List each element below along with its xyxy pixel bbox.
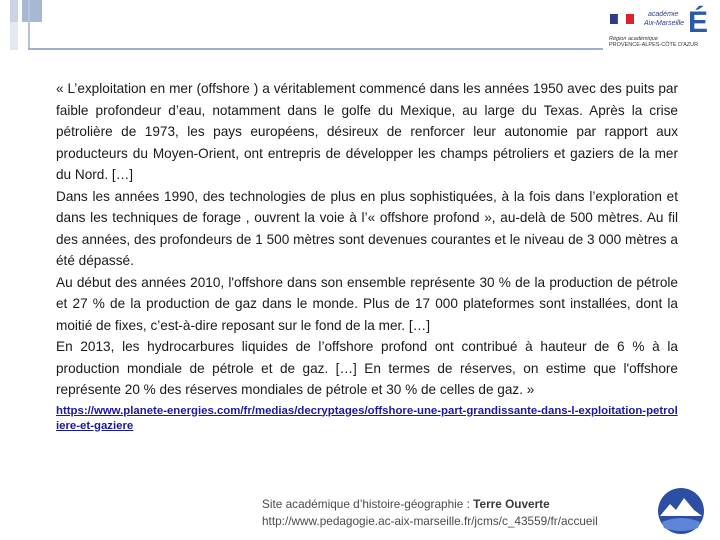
region-line1: Région académique <box>609 36 658 42</box>
footer-site-line <box>262 496 598 513</box>
footer-url[interactable]: http://www.pedagogie.ac-aix-marseille.fr/jcms/c_43559/fr/accueil <box>262 514 598 528</box>
academy-e-icon: É <box>688 6 709 38</box>
region-line2: PROVENCE-ALPES-CÔTE D'AZUR <box>609 42 699 48</box>
republic-flag-icon <box>606 4 712 38</box>
decorative-bar <box>22 0 42 22</box>
footer-site-label: Site académique d’histoire-géographie : <box>262 497 474 511</box>
vertical-rule <box>28 0 30 50</box>
quote-body <box>56 78 678 434</box>
source-link[interactable]: https://www.planete-energies.com/fr/medias/decryptages/offshore-une-part-grandissante-dans-l-exploitation-petroliere-et-gaziere <box>56 404 678 432</box>
academy-logo <box>606 4 712 54</box>
terre-ouverte-logo-icon <box>654 486 708 536</box>
header-divider <box>28 48 603 50</box>
decorative-bars <box>0 0 50 540</box>
quote-paragraph: Au début des années 2010, l'offshore dans son ensemble représente 30 % de la production de pétrole et 27 % de la production de gaz dans le monde. Plus de 17 000 plateformes sont installées, dont la moitié de fixes, c’est-à-dire reposant sur le fond de la mer. […] <box>56 274 678 333</box>
academy-line2: Aix-Marseille <box>644 20 685 27</box>
quote-paragraph: Dans les années 1990, des technologies de plus en plus sophistiquées, à la fois dans l’exploration et dans les techniques de forage , ouvrent la voie à l’« offshore profond », au-delà de 500 mètres. Au fil des années, des profondeurs de 1 500 mètres sont devenues courantes et le niveau de 3 000 mètres a été dépassé. <box>56 188 678 268</box>
quote-paragraph: En 2013, les hydrocarbures liquides de l’offshore profond ont contribué à hauteur de 6 % à la production mondiale de pétrole et de gaz. […] En termes de réserves, on estime que l'offshore représente 20 % des réserves mondiales de pétrole et 30 % de celles de gaz. » <box>56 339 678 397</box>
academy-line1: académie <box>648 11 679 18</box>
quote-paragraph: « L’exploitation en mer (offshore ) a véritablement commencé dans les années 1950 avec des puits par faible profondeur d’eau, notamment dans le golfe du Mexique, au large du Texas. Après la crise pétrolière de 1973, les pays européens, désireux de renforcer leur autonomie par rapport aux producteurs du Moyen-Orient, ont entrepris de développer les champs pétroliers et gaziers de la mer du Nord. […] <box>56 81 678 182</box>
decorative-bar <box>10 0 18 22</box>
footer-site-name: Terre Ouverte <box>473 497 550 511</box>
footer <box>262 496 598 530</box>
region-text <box>609 36 709 48</box>
decorative-bar <box>10 22 18 50</box>
